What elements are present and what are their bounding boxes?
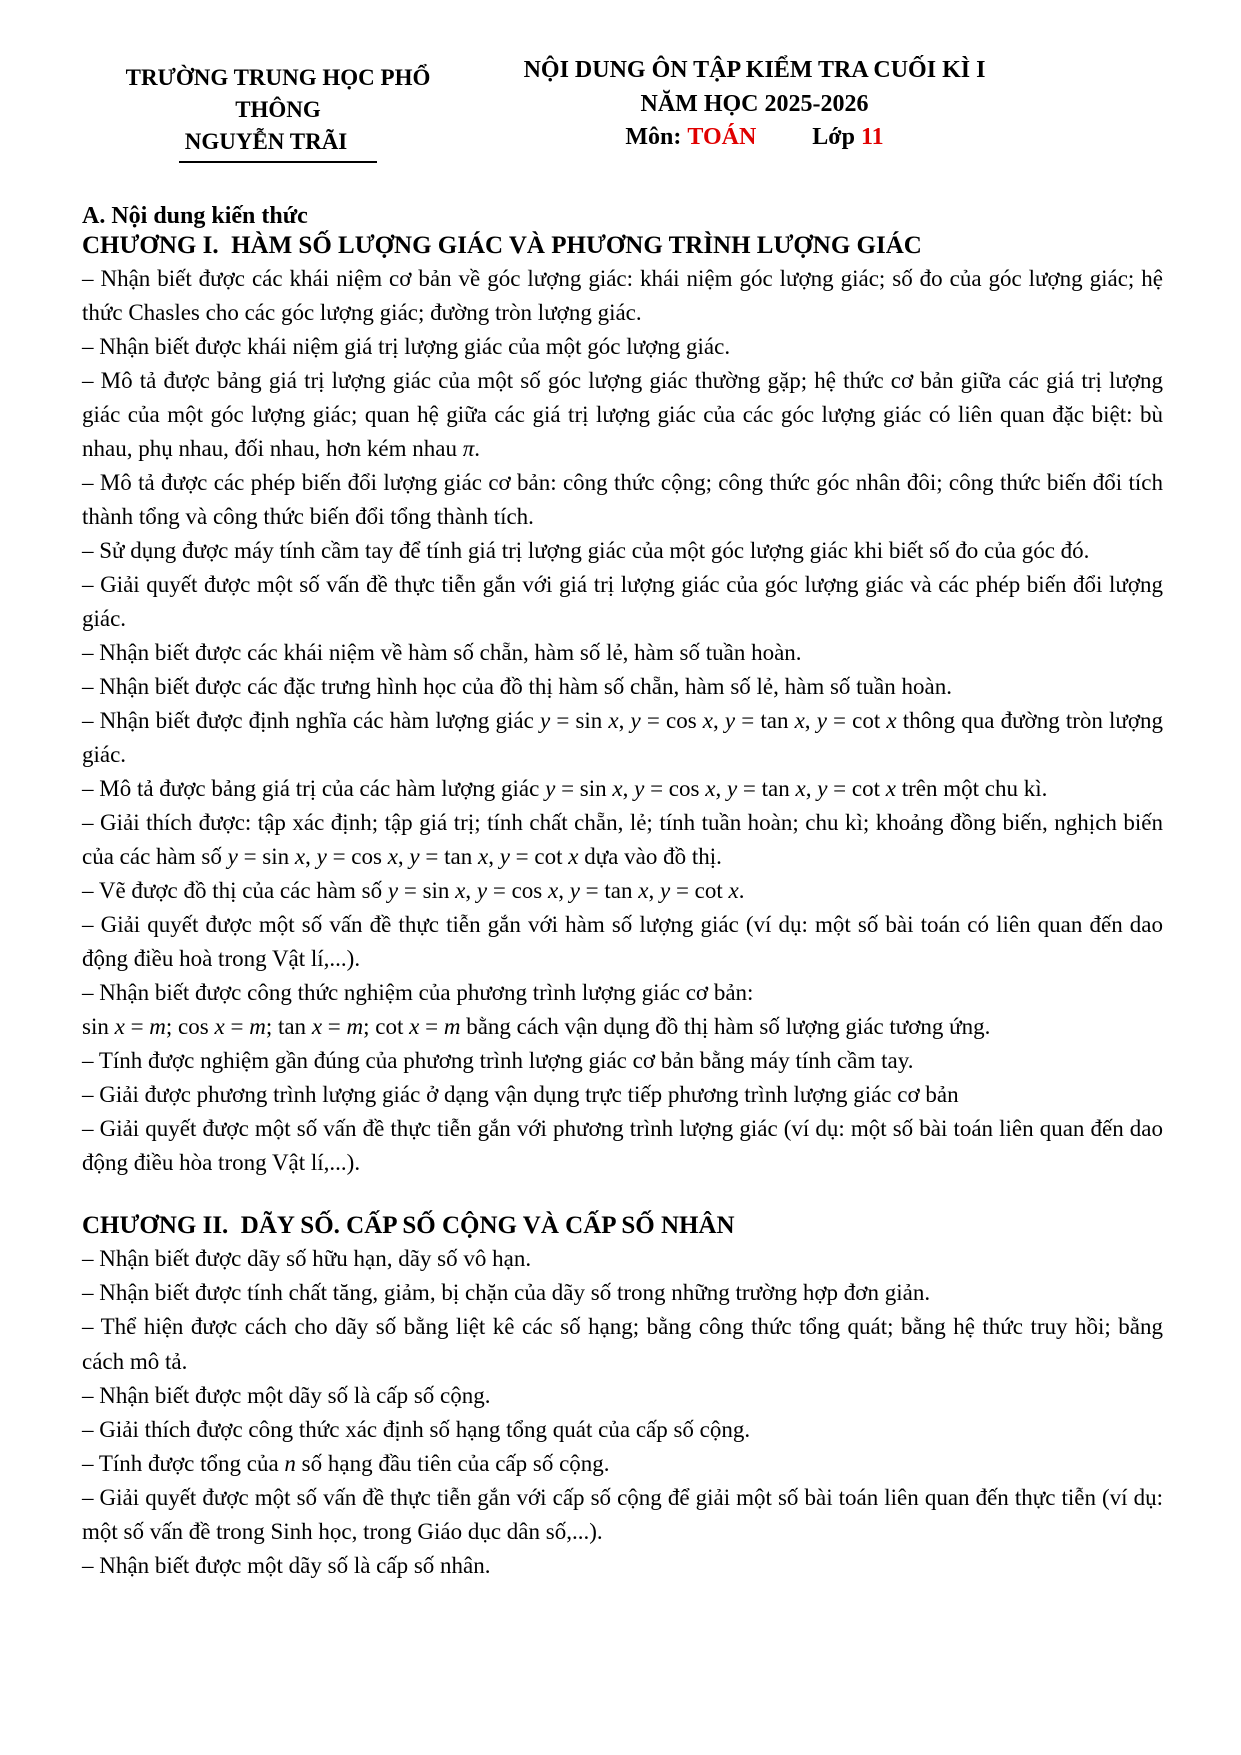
content-paragraph: – Sử dụng được máy tính cầm tay để tính giá trị lượng giác của một góc lượng giác khi biết số đo của góc đó. [82,537,1090,563]
content-paragraph: – Nhận biết được công thức nghiệm của phương trình lượng giác cơ bản: [82,980,754,1006]
content-paragraph: – Nhận biết được khái niệm giá trị lượng giác của một góc lượng giác. [82,333,731,359]
content-paragraph: – Giải thích được: tập xác định; tập giá trị; tính chất chẵn, lẻ; tính tuần hoàn; chu kì; khoảng đồng biến, nghịch biến của các hàm số y = sin x, y = cos x, y = tan x, y = cot x dựa vào đồ thị. [82,810,1163,870]
school-block [82,54,474,163]
content-paragraph: sin x = m; cos x = m; tan x = m; cot x = m bằng cách vận dụng đồ thị hàm số lượng giác tương ứng. [82,1014,991,1040]
section-a-title: A. Nội dung kiến thức [82,202,308,229]
content-paragraph: – Giải quyết được một số vấn đề thực tiễn gắn với phương trình lượng giác (ví dụ: một số bài toán liên quan đến dao động điều hòa trong Vật lí,...). [82,1116,1163,1176]
chapter-1-content [82,262,1163,1181]
content-paragraph: – Giải quyết được một số vấn đề thực tiễn gắn với hàm số lượng giác (ví dụ: một số bài toán có liên quan đến dao động điều hoà trong Vật lí,...). [82,912,1163,972]
chapter-2-title: CHƯƠNG II. DÃY SỐ. CẤP SỐ CỘNG VÀ CẤP SỐ NHÂN [82,1212,735,1240]
content-paragraph: – Mô tả được bảng giá trị của các hàm lượng giác y = sin x, y = cos x, y = tan x, y = cot x trên một chu kì. [82,776,1048,802]
school-name-line2 [82,126,474,162]
document-title: NỘI DUNG ÔN TẬP KIỂM TRA CUỐI KÌ I [523,57,986,83]
subject-value: TOÁN [687,124,757,151]
content-paragraph: – Nhận biết được một dãy số là cấp số nhân. [82,1552,491,1578]
school-name-line1: TRƯỜNG TRUNG HỌC PHỔ THÔNG [125,65,431,123]
content-paragraph: – Giải được phương trình lượng giác ở dạng vận dụng trực tiếp phương trình lượng giác cơ bản [82,1082,959,1108]
content-paragraph: – Giải quyết được một số vấn đề thực tiễn gắn với giá trị lượng giác của góc lượng giác và các phép biến đổi lượng giác. [82,571,1163,631]
class-value: 11 [860,124,884,151]
content-paragraph: – Giải thích được công thức xác định số hạng tổng quát của cấp số cộng. [82,1416,751,1442]
content-paragraph: – Nhận biết được dãy số hữu hạn, dãy số vô hạn. [82,1246,532,1272]
content-paragraph: – Nhận biết được các khái niệm về hàm số chẵn, hàm số lẻ, hàm số tuần hoàn. [82,639,802,665]
content-paragraph: – Vẽ được đồ thị của các hàm số y = sin x, y = cos x, y = tan x, y = cot x. [82,878,745,904]
content-paragraph: – Mô tả được các phép biến đổi lượng giác cơ bản: công thức cộng; công thức góc nhân đôi; công thức biến đổi tích thành tổng và công thức biến đổi tổng thành tích. [82,469,1163,529]
content-paragraph: – Thể hiện được cách cho dãy số bằng liệt kê các số hạng; bằng công thức tổng quát; bằng hệ thức truy hồi; bằng cách mô tả. [82,1314,1163,1374]
content-paragraph: – Mô tả được bảng giá trị lượng giác của một số góc lượng giác thường gặp; hệ thức cơ bản giữa các giá trị lượng giác của một góc lượng giác; quan hệ giữa các giá trị lượng giác của các góc lượng giác có liên quan đặc biệt: bù nhau, phụ nhau, đối nhau, hơn kém nhau π. [82,367,1163,461]
document-header [82,54,1163,163]
content-paragraph: – Nhận biết được định nghĩa các hàm lượng giác y = sin x, y = cos x, y = tan x, y = cot x thông qua đường tròn lượng giác. [82,707,1164,767]
content-paragraph: – Giải quyết được một số vấn đề thực tiễn gắn với cấp số cộng để giải một số bài toán liên quan đến thực tiễn (ví dụ: một số vấn đề trong Sinh học, trong Giáo dục dân số,...). [82,1484,1163,1544]
content-paragraph: – Tính được nghiệm gần đúng của phương trình lượng giác cơ bản bằng máy tính cầm tay. [82,1048,914,1074]
content-paragraph: – Nhận biết được tính chất tăng, giảm, bị chặn của dãy số trong những trường hợp đơn giản. [82,1280,931,1306]
content-paragraph: – Nhận biết được các đặc trưng hình học của đồ thị hàm số chẵn, hàm số lẻ, hàm số tuần hoàn. [82,673,952,699]
subject-label: Môn: [625,124,682,151]
school-name-underlined: NGUYỄN TRÃI [179,126,378,162]
chapter-1-title: CHƯƠNG I. HÀM SỐ LƯỢNG GIÁC VÀ PHƯƠNG TRÌNH LƯỢNG GIÁC [82,231,922,259]
chapter-2-content [82,1242,1163,1582]
content-paragraph: – Tính được tổng của n số hạng đầu tiên của cấp số cộng. [82,1450,610,1476]
school-year: NĂM HỌC 2025-2026 [640,90,869,117]
title-block [474,54,1163,155]
class-label: Lớp [812,124,855,151]
document-body [82,203,1163,1583]
content-paragraph: – Nhận biết được các khái niệm cơ bản về góc lượng giác: khái niệm góc lượng giác; số đo của góc lượng giác; hệ thức Chasles cho các góc lượng giác; đường tròn lượng giác. [82,265,1163,325]
subject-line [474,121,1035,155]
content-paragraph: – Nhận biết được một dãy số là cấp số cộng. [82,1382,491,1408]
